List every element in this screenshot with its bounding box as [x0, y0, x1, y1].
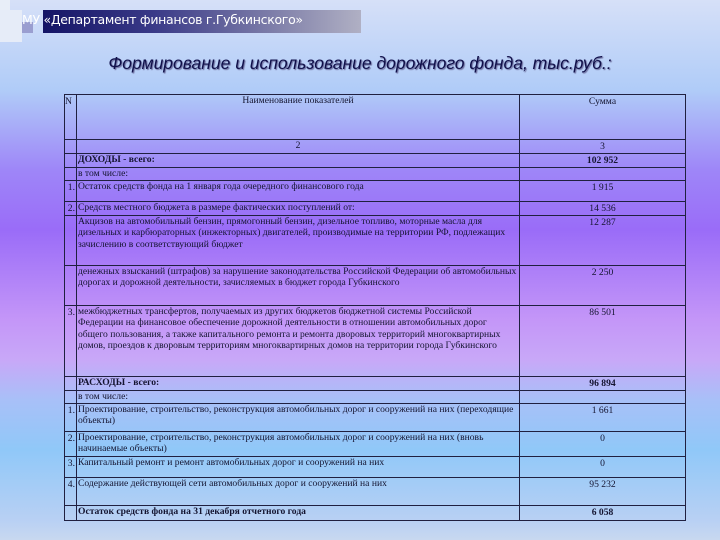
- empty-cell: [65, 140, 77, 154]
- row-number: 4.: [65, 477, 77, 505]
- col-name-number: 2: [77, 140, 520, 154]
- row-name: Средств местного бюджета в размере фактических поступлений от:: [77, 201, 520, 215]
- row-name: Остаток средств фонда на 31 декабря отчетного года: [77, 505, 520, 520]
- table-row: [65, 167, 686, 180]
- table-row: [65, 390, 686, 403]
- table-row: [65, 505, 686, 520]
- table-row: [65, 305, 686, 376]
- row-number: [65, 154, 77, 168]
- road-fund-table: [64, 94, 686, 521]
- row-number: 3.: [65, 305, 77, 376]
- row-number: [65, 215, 77, 265]
- table-row: [65, 403, 686, 431]
- row-sum: 0: [520, 431, 686, 456]
- table-row: [65, 215, 686, 265]
- row-number: 3.: [65, 456, 77, 477]
- row-number: 2.: [65, 431, 77, 456]
- row-sum: 96 894: [520, 376, 686, 390]
- col-n-header: N: [65, 95, 77, 140]
- table-row: [65, 431, 686, 456]
- row-sum: 14 536: [520, 201, 686, 215]
- row-number: [65, 390, 77, 403]
- row-name: в том числе:: [77, 390, 520, 403]
- row-number: [65, 265, 77, 305]
- row-name: Капитальный ремонт и ремонт автомобильных дорог и сооружений на них: [77, 456, 520, 477]
- row-name: Остаток средств фонда на 1 января года очередного финансового года: [77, 180, 520, 201]
- row-number: 1.: [65, 180, 77, 201]
- table-header-row: [65, 95, 686, 140]
- row-name: денежных взысканий (штрафов) за нарушение законодательства Российской Федерации об автомобильных дорогах и дорожной деятельности, зачисляемых в бюджет города Губкинского: [77, 265, 520, 305]
- row-sum: 12 287: [520, 215, 686, 265]
- row-sum: [520, 390, 686, 403]
- decor-square: [0, 0, 10, 10]
- row-sum: 95 232: [520, 477, 686, 505]
- decor-square: [0, 10, 22, 42]
- col-sum-header: Сумма: [520, 95, 686, 140]
- row-name: ДОХОДЫ - всего:: [77, 154, 520, 168]
- row-name: Проектирование, строительство, реконструкция автомобильных дорог и сооружений на них (переходящие объекты): [77, 403, 520, 431]
- row-name: Содержание действующей сети автомобильных дорог и сооружений на них: [77, 477, 520, 505]
- org-name: МУ «Департамент финансов г.Губкинского»: [22, 12, 303, 27]
- col-name-header: Наименование показателей: [77, 95, 520, 140]
- table-row: [65, 180, 686, 201]
- table-row: [65, 265, 686, 305]
- page-title: Формирование и использование дорожного фонда, тыс.руб.:: [108, 53, 612, 73]
- row-number: 2.: [65, 201, 77, 215]
- table-row: [65, 154, 686, 168]
- row-number: [65, 505, 77, 520]
- row-name: Акцизов на автомобильный бензин, прямогонный бензин, дизельное топливо, моторные масла для дизельных и карбюраторных (инжекторных) двигателей, производимые на территории РФ, подлежащих зачислению в соответствующий бюджет: [77, 215, 520, 265]
- row-number: 1.: [65, 403, 77, 431]
- row-sum: 0: [520, 456, 686, 477]
- table-row: [65, 477, 686, 505]
- col-sum-number: 3: [520, 140, 686, 154]
- row-name: Проектирование, строительство, реконструкция автомобильных дорог и сооружений на них (вновь начинаемые объекты): [77, 431, 520, 456]
- row-sum: 102 952: [520, 154, 686, 168]
- row-number: [65, 167, 77, 180]
- column-number-row: [65, 140, 686, 154]
- row-sum: 2 250: [520, 265, 686, 305]
- table-row: [65, 376, 686, 390]
- row-sum: 86 501: [520, 305, 686, 376]
- row-sum: 1 915: [520, 180, 686, 201]
- row-sum: [520, 167, 686, 180]
- row-number: [65, 376, 77, 390]
- row-sum: 6 058: [520, 505, 686, 520]
- row-sum: 1 661: [520, 403, 686, 431]
- table-row: [65, 201, 686, 215]
- row-name: в том числе:: [77, 167, 520, 180]
- table-row: [65, 456, 686, 477]
- row-name: РАСХОДЫ - всего:: [77, 376, 520, 390]
- row-name: межбюджетных трансфертов, получаемых из других бюджетов бюджетной системы Российской Федерации на финансовое обеспечение дорожной деятельности в отношении автомобильных дорог общего пользования, а также капитального ремонта и ремонта дворовых территорий многоквартирных домов, проездов к дворовым территориям многоквартирных домов на территории города Губкинского: [77, 305, 520, 376]
